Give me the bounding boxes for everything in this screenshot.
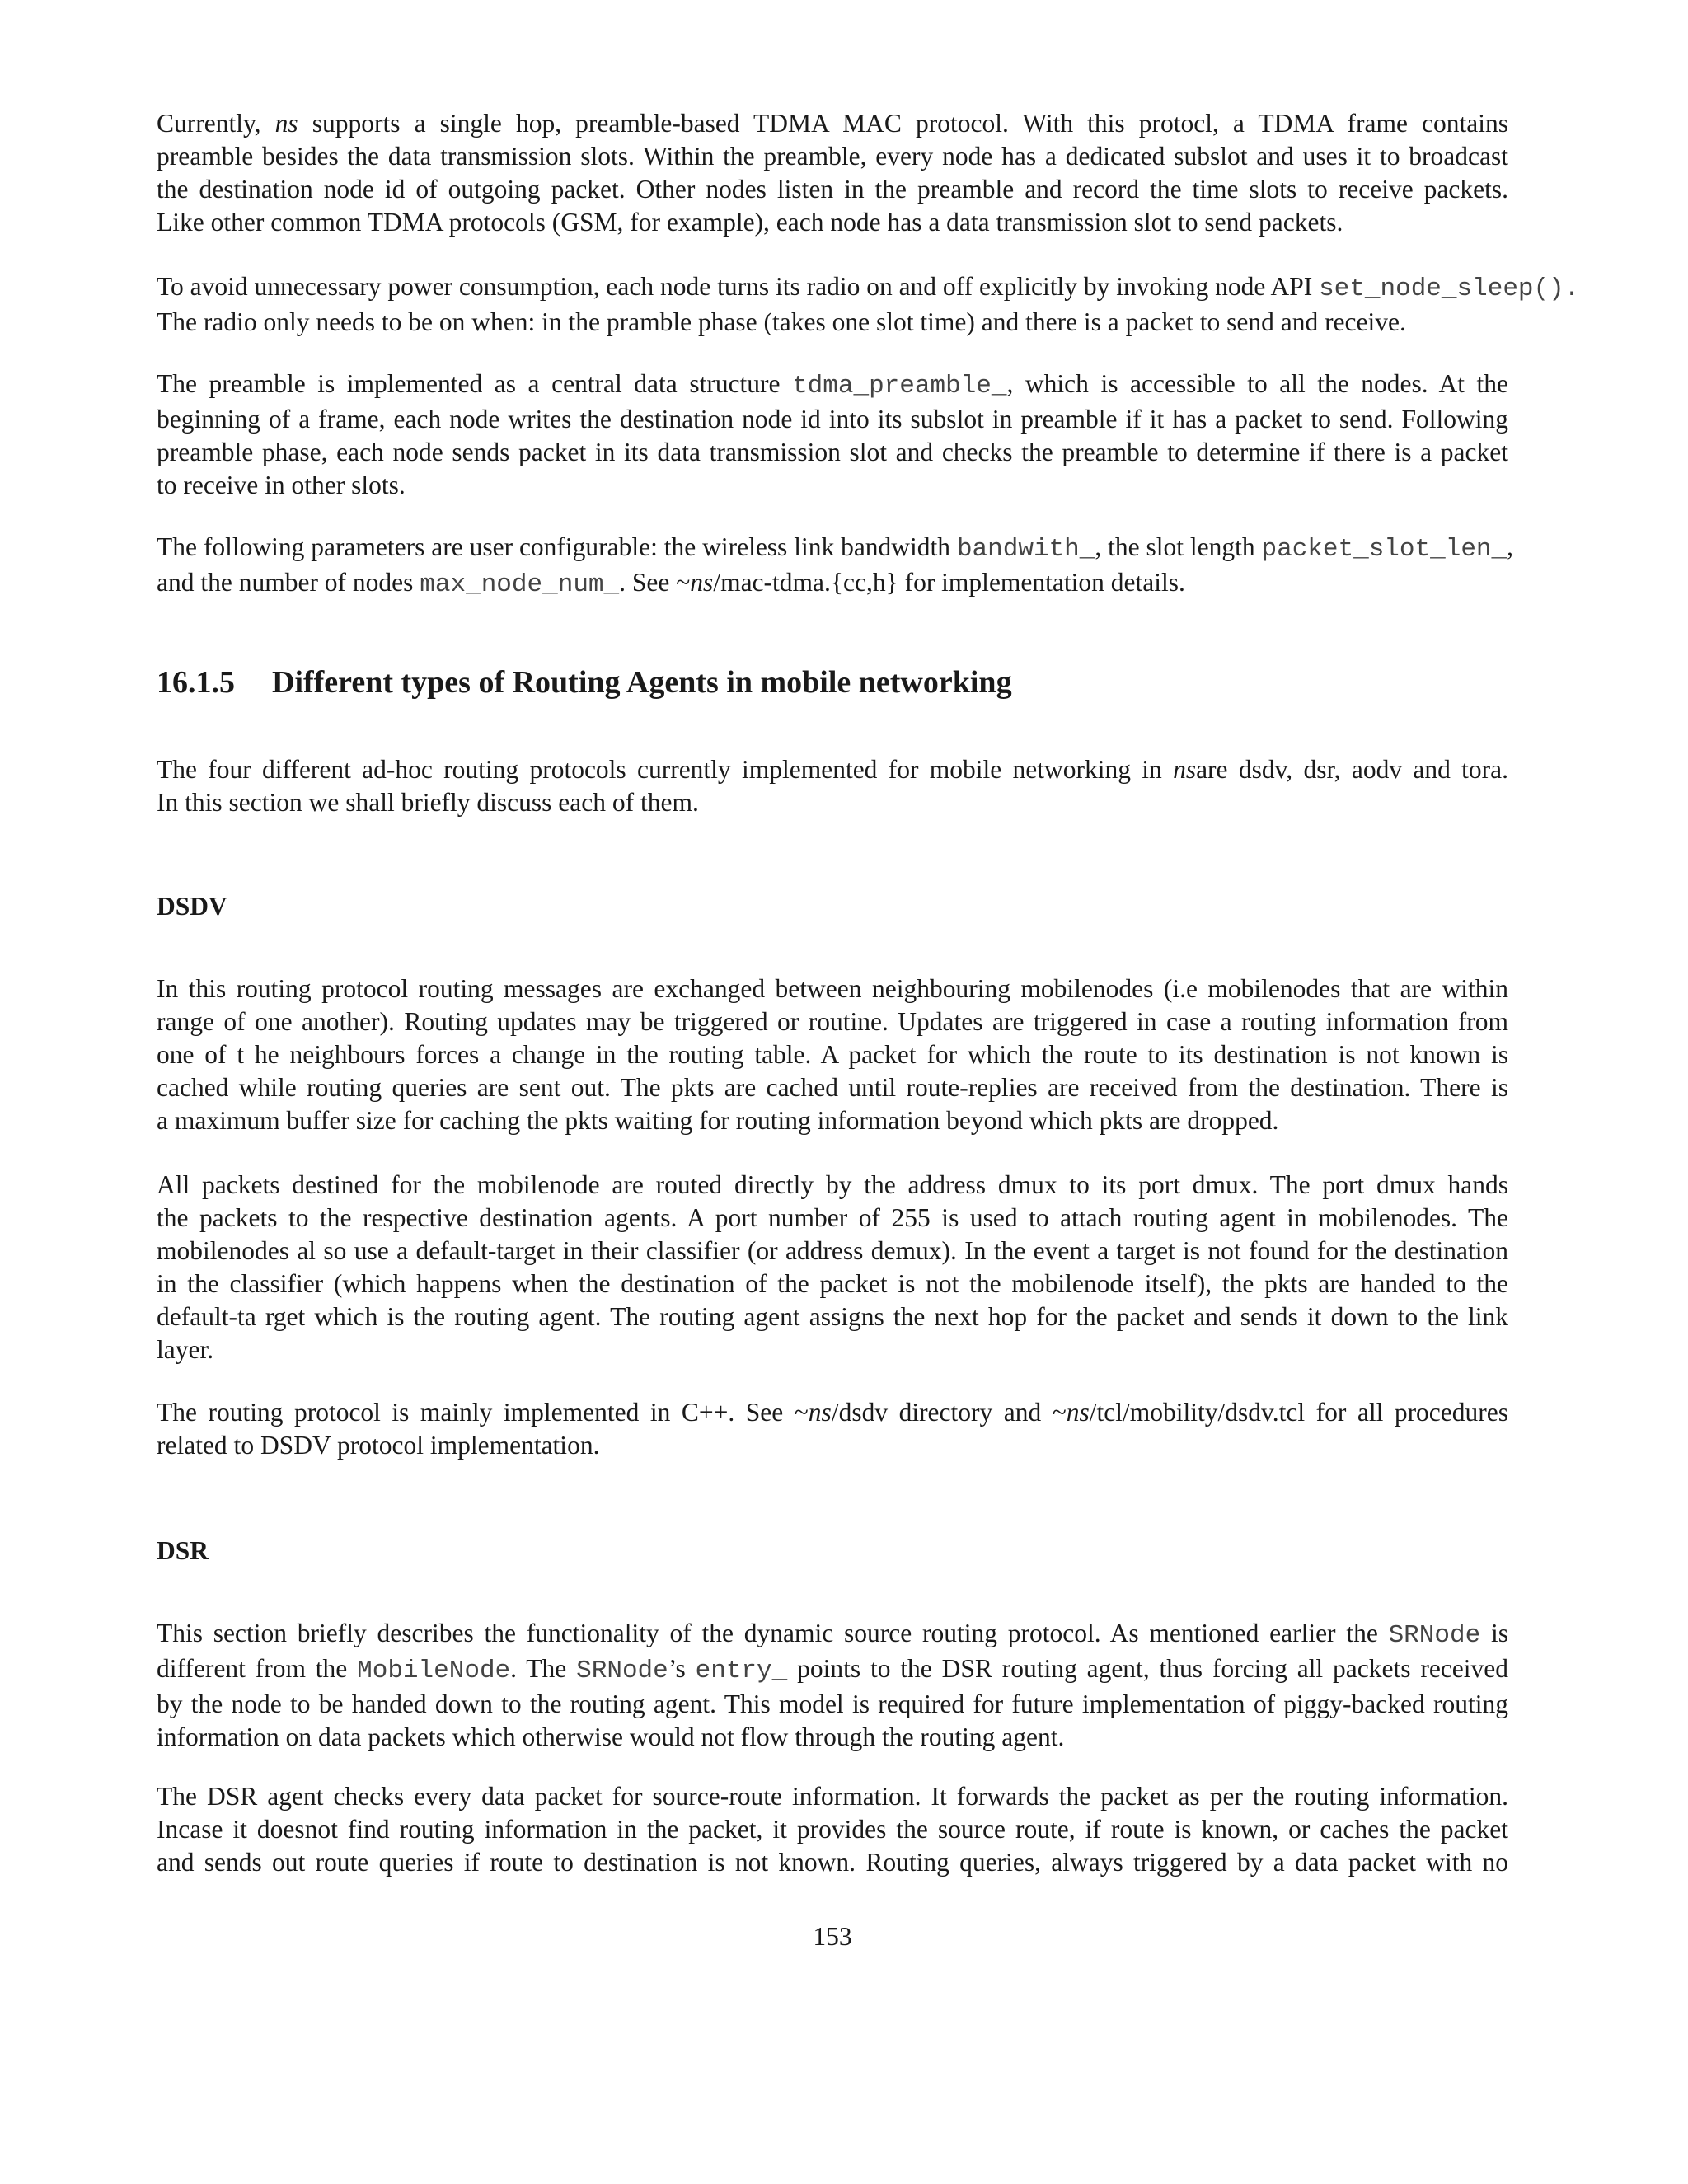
paragraph-dsr-agent: The DSR agent checks every data packet for source-route information. It forwards the packet as per the routing information. Incase it doesnot find routing information in the packet, it provides the source route, if route is known, or caches the packet and sends out route queries if route to destination is not known. Routing queries, always triggered by a data packet with no bbox=[157, 1782, 1508, 1877]
paragraph-dsdv-messages: In this routing protocol routing messages are exchanged between neighbouring mobilenodes (i.e mobilenodes that are within range of one another). Routing updates may be triggered or routine. Updates are triggered in case a routing information from one of t he neighbours forces a change in the routing table. A packet for which the route to its destination is not known is cached while routing queries are sent out. The pkts are cached until route-replies are received from the destination. There is a maximum buffer size for caching the pkts waiting for routing information beyond which pkts are dropped. bbox=[157, 974, 1508, 1135]
code-entry: entry_ bbox=[695, 1657, 788, 1685]
code-tdma-preamble: tdma_preamble_ bbox=[792, 372, 1007, 401]
code-set-node-sleep: set_node_sleep(). bbox=[1319, 274, 1580, 303]
paragraph-tdma-parameters: The following parameters are user configurable: the wireless link bandwidth bandwith_, the slot length packet_slot_len_, and the number of nodes max_node_num_. See ~ns/mac-tdma.{cc,h} for implementation details. bbox=[157, 532, 1514, 599]
paragraph-tdma-intro: Currently, ns supports a single hop, preamble-based TDMA MAC protocol. With this protocl, a TDMA frame contains preamble besides the data transmission slots. Within the preamble, every node has a dedicated subslot and uses it to broadcast the destination node id of outgoing packet. Other nodes listen in the preamble and record the time slots to receive packets. Like other common TDMA protocols (GSM, for example), each node has a data transmission slot to send packets. bbox=[157, 109, 1508, 237]
paragraph-dsdv-implementation: The routing protocol is mainly implemented in C++. See ~ns/dsdv directory and ~ns/tcl/mobility/dsdv.tcl for all procedures related to DSDV protocol implementation. bbox=[157, 1398, 1508, 1460]
code-srnode: SRNode bbox=[1388, 1621, 1481, 1650]
section-heading bbox=[157, 664, 1012, 701]
code-srnode-2: SRNode bbox=[576, 1657, 668, 1685]
paragraph-routing-intro: The four different ad-hoc routing protocols currently implemented for mobile networking in nsare dsdv, dsr, aodv and tora. In this section we shall briefly discuss each of them. bbox=[157, 755, 1508, 817]
paragraph-tdma-power: To avoid unnecessary power consumption, each node turns its radio on and off explicitly by invoking node API set_node_sleep(). The radio only needs to be on when: in the pramble phase (takes one slot time) and there is a packet to send and receive. bbox=[157, 272, 1580, 336]
section-title-text: Different types of Routing Agents in mobile networking bbox=[272, 665, 1012, 700]
paragraph-tdma-preamble: The preamble is implemented as a central data structure tdma_preamble_, which is accessible to all the nodes. At the beginning of a frame, each node writes the destination node id into its subslot in preamble if it has a packet to send. Following preamble phase, each node sends packet in its data transmission slot and checks the preamble to determine if there is a packet to receive in other slots. bbox=[157, 369, 1508, 499]
code-bandwith: bandwith_ bbox=[956, 535, 1095, 564]
subheading-dsr: DSR bbox=[157, 1536, 209, 1565]
code-packet-slot-len: packet_slot_len_ bbox=[1261, 535, 1507, 564]
code-mobilenode: MobileNode bbox=[357, 1657, 511, 1685]
section-number: 16.1.5 bbox=[157, 665, 235, 700]
subheading-dsdv: DSDV bbox=[157, 892, 227, 921]
paragraph-dsdv-dmux: All packets destined for the mobilenode are routed directly by the address dmux to its port dmux. The port dmux hands the packets to the respective destination agents. A port number of 255 is used to attach routing agent in mobilenodes. The mobilenodes al so use a default-target in their classifier (or address demux). In the event a target is not found for the destination in the classifier (which happens when the destination of the packet is not the mobilenode itself), the pkts are handed to the default-ta rget which is the routing agent. The routing agent assigns the next hop for the packet and sends it down to the link layer. bbox=[157, 1170, 1508, 1364]
page-number: 153 bbox=[813, 1922, 852, 1951]
code-max-node-num: max_node_num_ bbox=[420, 570, 620, 599]
paragraph-dsr-srnode: This section briefly describes the functionality of the dynamic source routing protocol. As mentioned earlier the SRNode is different from the MobileNode. The SRNode’s entry_ points to the DSR routing agent, thus forcing all packets received by the node to be handed down to the routing agent. This model is required for future implementation of piggy-backed routing information on data packets which otherwise would not flow through the routing agent. bbox=[157, 1619, 1508, 1751]
